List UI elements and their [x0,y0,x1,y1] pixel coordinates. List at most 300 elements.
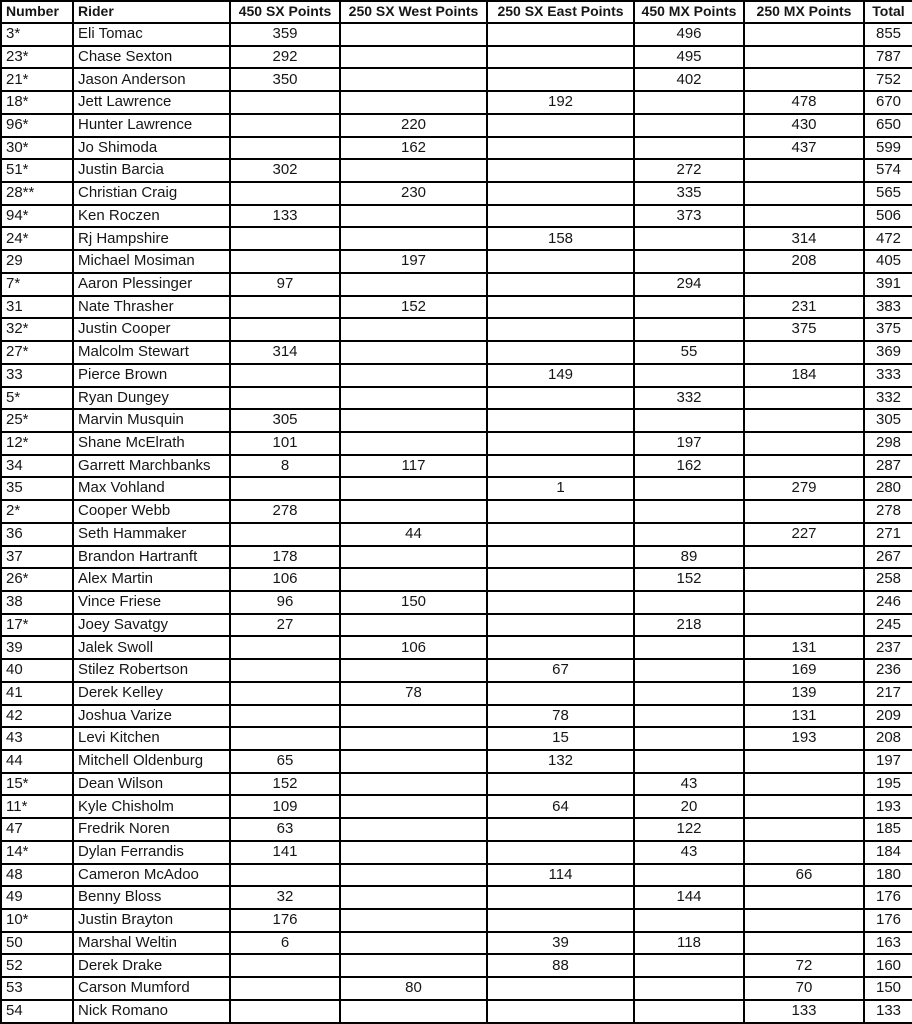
cell-250mx: 133 [744,1000,864,1023]
cell-total: 133 [864,1000,912,1023]
cell-250mx [744,455,864,478]
cell-rider: Eli Tomac [73,23,230,46]
cell-250sxwest [340,205,487,228]
cell-250mx [744,773,864,796]
cell-450mx: 55 [634,341,744,364]
cell-number: 23* [1,46,73,69]
cell-total: 305 [864,409,912,432]
cell-250sxwest [340,23,487,46]
cell-250mx: 478 [744,91,864,114]
cell-250sxwest [340,727,487,750]
cell-450sx: 63 [230,818,340,841]
cell-250mx [744,23,864,46]
cell-250sxeast [487,841,634,864]
cell-number: 42 [1,705,73,728]
cell-450sx [230,477,340,500]
cell-total: 184 [864,841,912,864]
cell-250sxwest [340,886,487,909]
cell-250sxwest [340,432,487,455]
cell-450sx: 359 [230,23,340,46]
cell-rider: Ken Roczen [73,205,230,228]
table-row [1,841,912,864]
cell-450mx [634,137,744,160]
cell-total: 280 [864,477,912,500]
cell-250sxwest: 150 [340,591,487,614]
cell-250mx [744,591,864,614]
cell-250sxeast: 1 [487,477,634,500]
cell-250sxwest: 44 [340,523,487,546]
cell-250mx: 430 [744,114,864,137]
cell-number: 44 [1,750,73,773]
cell-total: 599 [864,137,912,160]
cell-rider: Carson Mumford [73,977,230,1000]
cell-250mx: 437 [744,137,864,160]
cell-450sx [230,364,340,387]
column-header-total: Total [864,1,912,23]
cell-total: 650 [864,114,912,137]
cell-250sxeast [487,205,634,228]
cell-250sxwest [340,909,487,932]
column-header-250sxwest: 250 SX West Points [340,1,487,23]
cell-450sx [230,318,340,341]
cell-total: 574 [864,159,912,182]
cell-250sxwest [340,46,487,69]
table-row [1,227,912,250]
cell-250sxeast [487,636,634,659]
cell-250mx [744,273,864,296]
table-row [1,568,912,591]
cell-250mx: 193 [744,727,864,750]
cell-450sx [230,705,340,728]
cell-250sxwest: 106 [340,636,487,659]
cell-rider: Joshua Varize [73,705,230,728]
cell-250sxwest: 220 [340,114,487,137]
table-row [1,932,912,955]
cell-number: 38 [1,591,73,614]
cell-450sx: 97 [230,273,340,296]
cell-total: 236 [864,659,912,682]
cell-total: 193 [864,795,912,818]
cell-total: 333 [864,364,912,387]
cell-250sxwest: 80 [340,977,487,1000]
cell-number: 29 [1,250,73,273]
cell-250mx [744,46,864,69]
cell-total: 245 [864,614,912,637]
cell-250sxeast: 15 [487,727,634,750]
cell-250sxwest [340,750,487,773]
cell-250mx [744,909,864,932]
table-row [1,523,912,546]
cell-250sxwest [340,864,487,887]
cell-250sxeast [487,773,634,796]
cell-250sxwest: 78 [340,682,487,705]
cell-total: 472 [864,227,912,250]
cell-total: 369 [864,341,912,364]
cell-450mx [634,591,744,614]
table-row [1,91,912,114]
cell-rider: Jett Lawrence [73,91,230,114]
cell-rider: Christian Craig [73,182,230,205]
cell-number: 49 [1,886,73,909]
table-row [1,727,912,750]
cell-total: 391 [864,273,912,296]
cell-250sxwest [340,273,487,296]
cell-250sxeast [487,1000,634,1023]
cell-450mx: 43 [634,841,744,864]
cell-450sx: 101 [230,432,340,455]
cell-total: 278 [864,500,912,523]
cell-rider: Malcolm Stewart [73,341,230,364]
cell-rider: Seth Hammaker [73,523,230,546]
cell-450sx [230,1000,340,1023]
cell-250sxwest: 117 [340,455,487,478]
cell-number: 36 [1,523,73,546]
table-row [1,387,912,410]
cell-450mx [634,250,744,273]
cell-450sx: 152 [230,773,340,796]
cell-250sxwest: 162 [340,137,487,160]
table-row [1,137,912,160]
cell-450mx [634,954,744,977]
cell-250mx: 314 [744,227,864,250]
cell-250sxwest [340,773,487,796]
cell-450sx [230,137,340,160]
cell-number: 33 [1,364,73,387]
cell-450sx: 133 [230,205,340,228]
table-row [1,318,912,341]
table-row [1,795,912,818]
cell-450mx [634,523,744,546]
cell-250mx [744,886,864,909]
cell-250sxwest [340,932,487,955]
cell-number: 41 [1,682,73,705]
cell-250sxwest [340,227,487,250]
cell-rider: Shane McElrath [73,432,230,455]
cell-total: 209 [864,705,912,728]
table-row [1,500,912,523]
cell-250sxeast [487,455,634,478]
table-row [1,205,912,228]
cell-450sx [230,659,340,682]
cell-250mx: 184 [744,364,864,387]
cell-450mx [634,91,744,114]
cell-450sx: 176 [230,909,340,932]
cell-250sxwest: 230 [340,182,487,205]
cell-250sxwest [340,500,487,523]
cell-rider: Cameron McAdoo [73,864,230,887]
cell-450sx: 109 [230,795,340,818]
cell-number: 50 [1,932,73,955]
table-row [1,546,912,569]
cell-250mx [744,205,864,228]
table-row [1,705,912,728]
cell-450sx: 6 [230,932,340,955]
cell-rider: Jason Anderson [73,68,230,91]
cell-rider: Benny Bloss [73,886,230,909]
cell-total: 752 [864,68,912,91]
table-row [1,432,912,455]
cell-250sxeast [487,432,634,455]
table-row [1,159,912,182]
cell-number: 5* [1,387,73,410]
cell-250sxwest [340,954,487,977]
cell-250mx: 72 [744,954,864,977]
cell-number: 30* [1,137,73,160]
cell-250mx [744,795,864,818]
cell-450mx [634,864,744,887]
cell-rider: Joey Savatgy [73,614,230,637]
cell-250sxwest: 197 [340,250,487,273]
cell-rider: Dylan Ferrandis [73,841,230,864]
cell-250sxeast [487,68,634,91]
cell-450sx: 292 [230,46,340,69]
cell-total: 565 [864,182,912,205]
cell-450mx: 218 [634,614,744,637]
cell-rider: Jo Shimoda [73,137,230,160]
column-header-250mx: 250 MX Points [744,1,864,23]
table-row [1,182,912,205]
table-row [1,659,912,682]
table-row [1,409,912,432]
cell-total: 332 [864,387,912,410]
cell-250sxeast [487,182,634,205]
cell-total: 670 [864,91,912,114]
cell-250mx [744,409,864,432]
cell-250sxwest [340,1000,487,1023]
cell-250mx: 131 [744,705,864,728]
cell-250sxeast [487,296,634,319]
cell-250mx [744,568,864,591]
table-row [1,455,912,478]
cell-450mx [634,636,744,659]
cell-total: 197 [864,750,912,773]
cell-number: 53 [1,977,73,1000]
cell-250mx: 66 [744,864,864,887]
cell-rider: Nate Thrasher [73,296,230,319]
table-row [1,909,912,932]
cell-total: 287 [864,455,912,478]
cell-number: 47 [1,818,73,841]
cell-250sxeast: 67 [487,659,634,682]
cell-450mx [634,227,744,250]
cell-250sxwest [340,364,487,387]
cell-number: 10* [1,909,73,932]
cell-250sxwest [340,818,487,841]
cell-450sx: 302 [230,159,340,182]
cell-number: 27* [1,341,73,364]
cell-450sx: 141 [230,841,340,864]
cell-450mx: 495 [634,46,744,69]
cell-number: 24* [1,227,73,250]
cell-total: 787 [864,46,912,69]
cell-total: 208 [864,727,912,750]
table-header [1,1,912,23]
cell-450mx: 402 [634,68,744,91]
column-header-rider: Rider [73,1,230,23]
cell-450mx: 162 [634,455,744,478]
cell-250mx [744,341,864,364]
cell-450mx: 118 [634,932,744,955]
header-row [1,1,912,23]
cell-450mx [634,977,744,1000]
table-row [1,46,912,69]
cell-number: 17* [1,614,73,637]
column-header-450sx: 450 SX Points [230,1,340,23]
cell-250sxwest [340,409,487,432]
table-row [1,477,912,500]
cell-250mx [744,182,864,205]
cell-450mx: 152 [634,568,744,591]
table-row [1,818,912,841]
cell-total: 258 [864,568,912,591]
cell-450mx [634,909,744,932]
table-row [1,864,912,887]
cell-number: 26* [1,568,73,591]
cell-250sxwest [340,477,487,500]
cell-450mx: 20 [634,795,744,818]
cell-total: 298 [864,432,912,455]
cell-250sxeast [487,886,634,909]
cell-total: 180 [864,864,912,887]
cell-450sx [230,227,340,250]
cell-450mx [634,114,744,137]
cell-250sxeast [487,409,634,432]
cell-250sxwest [340,68,487,91]
cell-250sxeast [487,614,634,637]
cell-450mx [634,750,744,773]
cell-rider: Ryan Dungey [73,387,230,410]
table-row [1,591,912,614]
cell-250sxwest [340,614,487,637]
cell-total: 267 [864,546,912,569]
table-row [1,250,912,273]
cell-450mx [634,705,744,728]
cell-number: 54 [1,1000,73,1023]
cell-number: 28** [1,182,73,205]
cell-250sxeast: 149 [487,364,634,387]
cell-450sx [230,864,340,887]
cell-450sx [230,954,340,977]
cell-total: 237 [864,636,912,659]
cell-250sxwest [340,795,487,818]
cell-number: 31 [1,296,73,319]
cell-450sx: 314 [230,341,340,364]
cell-rider: Nick Romano [73,1000,230,1023]
cell-250sxeast [487,591,634,614]
cell-250sxeast [487,137,634,160]
table-row [1,614,912,637]
cell-rider: Derek Drake [73,954,230,977]
cell-250sxwest [340,341,487,364]
cell-450sx: 278 [230,500,340,523]
cell-250sxeast [487,114,634,137]
cell-250sxeast [487,682,634,705]
cell-rider: Justin Cooper [73,318,230,341]
cell-450sx [230,636,340,659]
cell-number: 3* [1,23,73,46]
cell-250mx: 375 [744,318,864,341]
cell-number: 94* [1,205,73,228]
cell-number: 25* [1,409,73,432]
cell-number: 43 [1,727,73,750]
cell-250mx [744,159,864,182]
cell-250sxeast [487,818,634,841]
cell-250sxwest [340,159,487,182]
cell-450mx [634,364,744,387]
cell-rider: Max Vohland [73,477,230,500]
cell-250sxeast [487,273,634,296]
cell-450mx: 144 [634,886,744,909]
cell-number: 15* [1,773,73,796]
cell-total: 163 [864,932,912,955]
cell-450mx: 332 [634,387,744,410]
cell-rider: Mitchell Oldenburg [73,750,230,773]
cell-450mx [634,409,744,432]
column-header-250sxeast: 250 SX East Points [487,1,634,23]
table-row [1,114,912,137]
cell-250mx [744,68,864,91]
cell-450mx: 43 [634,773,744,796]
cell-total: 855 [864,23,912,46]
cell-number: 7* [1,273,73,296]
table-row [1,273,912,296]
table-row [1,636,912,659]
cell-rider: Cooper Webb [73,500,230,523]
cell-450sx: 96 [230,591,340,614]
cell-number: 48 [1,864,73,887]
cell-250sxwest [340,318,487,341]
table-row [1,364,912,387]
table-body [1,23,912,1023]
cell-rider: Aaron Plessinger [73,273,230,296]
cell-250sxeast: 78 [487,705,634,728]
cell-250sxeast [487,500,634,523]
cell-rider: Hunter Lawrence [73,114,230,137]
cell-total: 271 [864,523,912,546]
cell-450sx [230,250,340,273]
cell-450mx: 197 [634,432,744,455]
cell-number: 52 [1,954,73,977]
cell-250sxeast: 132 [487,750,634,773]
cell-number: 11* [1,795,73,818]
cell-250sxeast [487,546,634,569]
cell-250sxeast [487,46,634,69]
cell-250mx [744,932,864,955]
cell-250sxwest [340,659,487,682]
cell-250sxeast [487,318,634,341]
cell-rider: Levi Kitchen [73,727,230,750]
cell-450sx [230,296,340,319]
cell-450sx [230,387,340,410]
cell-number: 2* [1,500,73,523]
cell-rider: Jalek Swoll [73,636,230,659]
cell-250sxwest: 152 [340,296,487,319]
cell-250sxeast [487,159,634,182]
cell-number: 96* [1,114,73,137]
cell-rider: Fredrik Noren [73,818,230,841]
cell-250sxeast: 114 [487,864,634,887]
cell-250sxeast [487,387,634,410]
cell-250mx [744,387,864,410]
cell-450sx [230,727,340,750]
cell-250mx [744,750,864,773]
cell-total: 506 [864,205,912,228]
cell-rider: Michael Mosiman [73,250,230,273]
cell-total: 176 [864,886,912,909]
cell-250sxwest [340,841,487,864]
cell-total: 246 [864,591,912,614]
cell-rider: Dean Wilson [73,773,230,796]
